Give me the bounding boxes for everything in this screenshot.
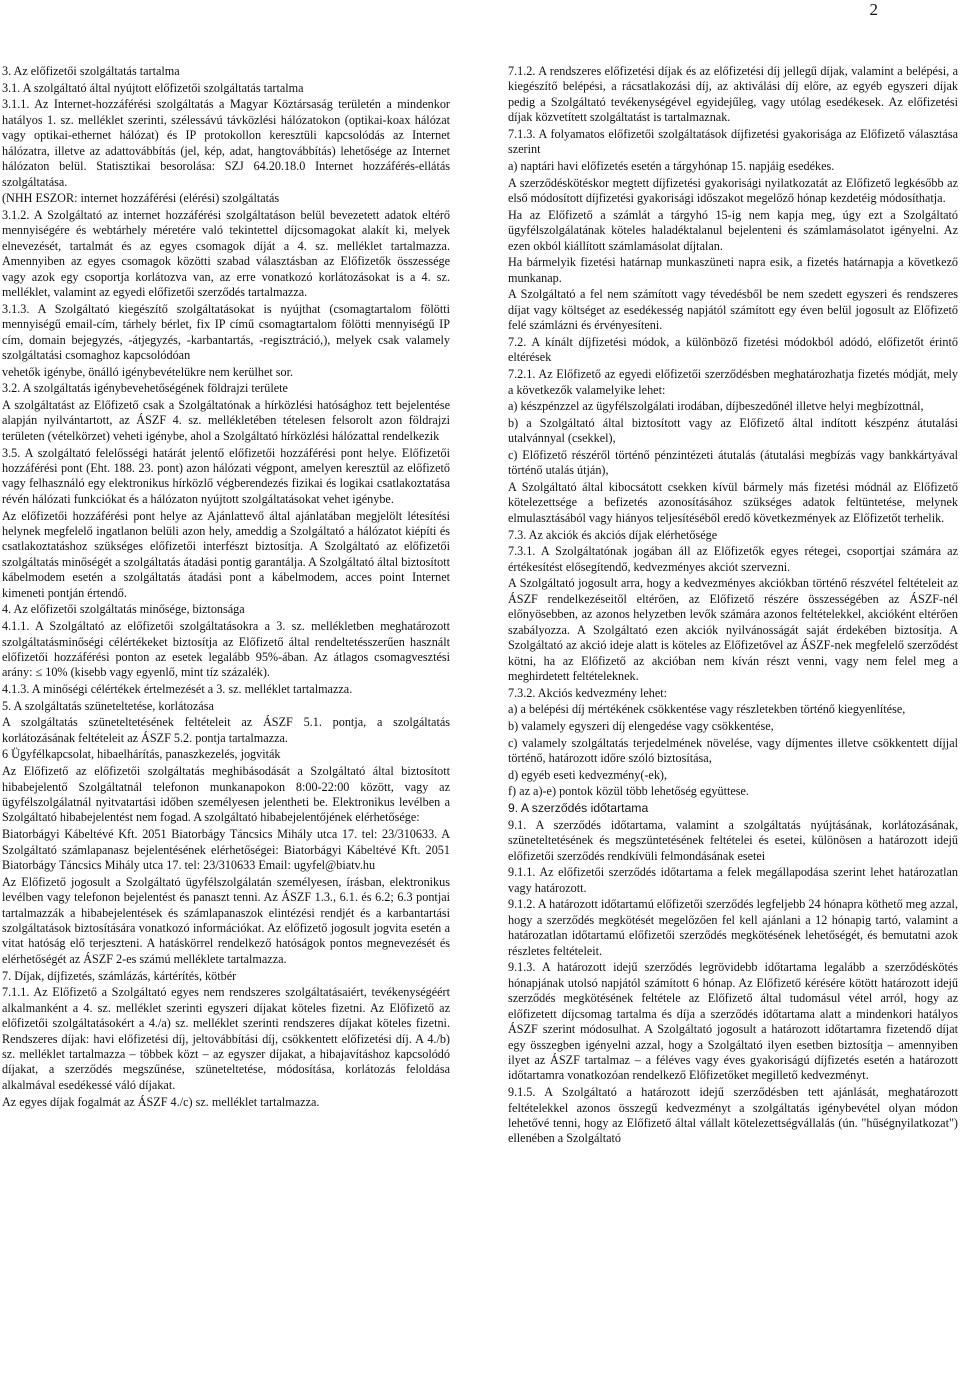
section-heading: 4. Az előfizetői szolgáltatás minősége, biztonsága [2, 602, 245, 617]
paragraph: 3.1.2. A Szolgáltató az internet hozzáférési szolgáltatáson belül bevezetett adatok eltérő mennyiségére és webtárhely méretére való tekintettel díjcsomagokat alakít ki, melyek elnevezését, tartalmát és az egyes csomagok díját a 4. sz. melléklet tartalmazza. Amennyiben az egyes csomagok közötti szabad választásban az Előfizetők összessége vagy azok egy csoportja korlátozva van, az erre vonatkozó korlátozásokat is a 4. sz. melléklet, valamint az egyedi előfizetői szerződés tartalmazza. [2, 207, 450, 300]
paragraph: 9.1. A szerződés időtartama, valamint a szolgáltatás nyújtásának, korlátozásának, szüneteltetésének és megszüntetésének feltételei és esetei, különösen a határozott idejű előfizetői szerződés rendkívüli felmondásának esetei [508, 817, 958, 863]
paragraph: 4.1.1. A Szolgáltató az előfizetői szolgáltatásokra a 3. sz. mellékletben meghatározott szolgáltatásminőségi célértékeket biztosítja az Előfizető által rendeltetésszerűen használt előfizetői hozzáférési ponton az esetek legalább 95%-ában. Az átlagos csomagvesztési arány: ≤ 10% (kisebb vagy egyenlő, mint tíz százalék). [2, 619, 450, 680]
paragraph: Ha bármelyik fizetési határnap munkaszüneti napra esik, a fizetés határnapja a következő munkanap. [508, 255, 958, 285]
section-heading: 9. A szerződés időtartama [508, 800, 649, 815]
paragraph: 7.1.1. Az Előfizető a Szolgáltató egyes nem rendszeres szolgáltatásaiért, tevékenységéért alkalmanként a 4. sz. melléklet szerinti egyszeri díjakat köteles fizetni. Az Előfizető az előfizetői szolgáltatásokért a 4./a) sz. melléklet szerinti rendszeres díjakat köteles fizetni. Rendszeres díjak: havi előfizetési díj, jeltovábbítási díj, csökkentett előfizetési díj. A 4./b) sz. melléklet tartalmazza – többek közt – az egyszer díjakat, a hibajavításhoz kapcsolódó díjakat, a szerződés megszűnése, szüneteltetése, módosítása, korlátozás feloldása alkalmával esedékessé váló díjakat. [2, 985, 450, 1092]
page-number: 2 [869, 0, 878, 19]
paragraph: 7.1.3. A folyamatos előfizetői szolgáltatások díjfizetési gyakorisága az Előfizető választása szerint [508, 127, 958, 157]
paragraph: Az Előfizető jogosult a Szolgáltató ügyfélszolgálatán személyesen, írásban, elektronikus levélben vagy telefonon bejelentést és panaszt tenni. Az ÁSZF 1.3., 6.1. és 6.2; 6.3 pontjai tartalmazzák a hibabejelentések és számlapanaszok elintézési rendjét és a karbantartási szolgáltatások biztosítására vonatkozó információkat. Az előfizető jogosult jogvita esetén a vitat hatóság elő terjeszteni. A hatáskörrel rendelkező hatóságok pontos megnevezését és elérhetőségét az ÁSZF 2-es számú melléklete tartalmazza. [2, 874, 450, 966]
paragraph: 7.2.1. Az Előfizető az egyedi előfizetői szerződésben meghatározhatja fizetés módját, mely a következők valamelyike lehet: [508, 367, 958, 397]
paragraph: 9.1.3. A határozott idejű szerződés legrövidebb időtartama legalább a szerződéskötés hónapjának utolsó napjától számított 6 hónap. Az Előfizető kérésére kötött határozott idejű szerződés megkötésének feltétele az Előfizető által tudomásul vétel arról, hogy az előfizetett díjcsomag tartalma és díja a szerződés időtartama alatt a mindenkori hatályos ÁSZF szerint módosulhat. A Szolgáltató jogosult a határozott időtartamra fizetendő díjat egy összegben igényelni azzal, hogy a Szolgáltató ilyen esetben biztosítja – amennyiben ilyet az ÁSZF tartalmaz – a féléves vagy éves gyakoriságú díjfizetés esetén a határozott időtartamra vonatkozóan rendelkező Előfizetőket megillető kedvezményt. [508, 960, 958, 1083]
paragraph: 7.3.1. A Szolgáltatónak jogában áll az Előfizetők egyes rétegei, csoportjai számára az értékesítést elősegítendő, kedvezményes akciót szervezni. [508, 544, 958, 574]
paragraph: A szerződéskötéskor megtett díjfizetési gyakorisági nyilatkozatát az Előfizető legkésőbb az első módosított díjfizetési gyakorisági időszakot megelőző hónap kezdetéig módosíthatja. [508, 175, 958, 206]
paragraph: 9.1.5. A Szolgáltató a határozott idejű szerződésben tett ajánlását, meghatározott feltételekkel azonos összegű kedvezményt a szolgáltatás igénybevétel olyan módon lehetővé tenni, hogy az Előfizető által vállalt kötelezettségvállalás (ún. "hűségnyilatkozat") ellenében a Szolgáltató [508, 1085, 958, 1146]
section-heading: 5. A szolgáltatás szüneteltetése, korlátozása [2, 698, 214, 713]
paragraph: 7.1.2. A rendszeres előfizetési díjak és az előfizetési díj jellegű díjak, valamint a belépési, a kiegészítő belépési, a rácsatlakozási díj, az aktiválási díj előre, az egyéb egyszeri díjak pedig a Szolgáltató tevékenységével egyidejűleg, vagy utólag esedékesek. Az előfizetési díjak közvetített szolgáltatást is tartalmaznak. [508, 64, 958, 125]
list-item: b) valamely egyszeri díj elengedése vagy csökkentése, [508, 718, 774, 733]
paragraph: Az előfizetői hozzáférési pont helye az Ajánlattevő által ajánlatában megjelölt létesítési helynek megfelelő ingatlanon belüli azon hely, ameddig a Szolgáltató a hálózatot kiépíti és csatlakoztatáshoz szükséges előfizetői interfészt biztosítja. A Szolgáltató az előfizetői szolgáltatás minőségét a szolgáltatás átadási pontig garantálja. A Szolgáltató által biztosított kábelmodem esetén a szolgáltatás átadási pont a kábelmodem, acces point Internet kimeneti pontján értendő. [2, 508, 450, 600]
paragraph: a) naptári havi előfizetés esetén a tárgyhónap 15. napjáig esedékes. [508, 159, 835, 174]
paragraph: A szolgáltatást az Előfizető csak a Szolgáltatónak a hírközlési hatósághoz tett bejelentése alapján nyilvántartott, az ÁSZF 4. sz. mellékletében tételesen felsorolt azon földrajzi területen (vételkörzet) veheti igénybe, ahol a Szolgáltató hírközlési hálózattal rendelkezik [2, 398, 450, 443]
subsection-heading: 7.2. A kínált díjfizetési módok, a különböző fizetési módokból adódó, előfizetőt érintő eltérések [508, 335, 958, 365]
paragraph: A Szolgáltató által kibocsátott csekken kívül bármely más fizetési módnál az Előfizető kötelezettsége a befizetés azonosításához szükséges adatok feltüntetése, melynek elmulasztásából vagy hiányos teljesítéséből eredő következmények az Előfizetőt terhelik. [508, 480, 958, 525]
paragraph: Az Előfizető az előfizetői szolgáltatás meghibásodását a Szolgáltató által biztosított hibabejelentő Szolgáltatnál telefonon munkanapokon 8:00-22:00 között, vagy az ügyfélszolgálatnál nyitvatartási időben személyesen jelentheti be. Elektronikus levélben a Szolgáltató hibabejelentést nem fogad. A szolgáltató hibabejelentőjének elérhetősége: [2, 764, 450, 825]
subsection-heading: 3.2. A szolgáltatás igénybevehetőségének földrajzi területe [2, 381, 288, 396]
paragraph: A Szolgáltató jogosult arra, hogy a kedvezményes akciókban történő részvétel feltételeit az ÁSZF rendelkezéseitől eltérően, az Előfizető részére összességében az ÁSZF-nél előnyösebben, az azonos helyzetben levők számára azonos feltételekkel, akcióként eltérően szabályozza. A Szolgáltató ezen akciók nyilvánosságát saját érdekében biztosítja. A Szolgáltató az akció ideje alatt is köteles az Előfizetővel az ÁSZF-nek megfelelő szerződést kötni, ha az Előfizető az akcióban nem kíván részt venni, vagy nem felel meg a meghirdetett feltételeknek. [508, 576, 958, 684]
paragraph: (NHH ESZOR: internet hozzáférési (elérési) szolgáltatás [2, 191, 280, 206]
list-item: c) valamely szolgáltatás terjedelmének növelése, vagy díjmentes illetve csökkentett díjjal történő, határozott időre szóló biztosítása, [508, 735, 958, 766]
list-item: a) készpénzzel az ügyfélszolgálati irodában, díjbeszedőnél illetve helyi megbízottnál, [508, 399, 924, 414]
paragraph: 3.1.1. Az Internet-hozzáférési szolgáltatás a Magyar Köztársaság területén a mindenkor hatályos 1. sz. melléklet szerinti, szélessávú távközlési hálózatokon (optikai-koax hálózat vagy optikai-ethernet hálózat) és IP protokollon keresztüli kapcsolódás az Internet hálózatra, illetve az adattovábbítás (jel, kép, adat, hangtovábbítás) lehetősége az Internet hálózaton belül. Statisztikai besorolása: SZJ 64.20.18.0 Internet hozzáférés-ellátás szolgáltatása. [2, 97, 450, 189]
paragraph: Ha az Előfizető a számlát a tárgyhó 15-ig nem kapja meg, úgy ezt a Szolgáltató ügyfélszolgálatának köteles haladéktalanul bejelenteni és számlamásolatot igényelni. Az ezen okból kiállított számlamásolat díjtalan. [508, 207, 958, 253]
subsection-heading: 7.3.2. Akciós kedvezmény lehet: [508, 685, 668, 700]
list-item: c) Előfizető részéről történő pénzintézeti átutalás (átutalási megbízás vagy bankkártyával történő utalás útján), [508, 447, 958, 478]
section-heading: 7. Díjak, díjfizetés, számlázás, kártérítés, kötbér [2, 968, 237, 983]
list-item: f) az a)-e) pontok közül több lehetőség együttese. [508, 784, 749, 799]
list-item: b) a Szolgáltató által biztosított vagy az Előfizető által indított készpénz átutalási utalvánnyal (csekkel), [508, 415, 958, 446]
list-item: a) a belépési díj mértékének csökkentése vagy részletekben történő kiegyenlítése, [508, 702, 906, 717]
section-heading: 6 Ügyfélkapcsolat, hibaelhárítás, panaszkezelés, jogviták [2, 747, 281, 762]
list-item: d) egyéb eseti kedvezmény(-ek), [508, 767, 668, 782]
paragraph: 9.1.1. Az előfizetői szerződés időtartama a felek megállapodása szerint lehet határozatlan vagy határozott. [508, 865, 958, 895]
subsection-heading: 7.3. Az akciók és akciós díjak elérhetősége [508, 527, 718, 542]
left-column [2, 64, 450, 1111]
paragraph: A szolgáltatás szüneteltetésének feltételeit az ÁSZF 5.1. pontja, a szolgáltatás korlátozásának feltételeit az ÁSZF 5.2. pontja tartalmazza. [2, 715, 450, 745]
section-heading: 3. Az előfizetői szolgáltatás tartalma [2, 64, 180, 78]
paragraph: 3.1.3. A Szolgáltató kiegészítő szolgáltatásokat is nyújthat (csomagtartalom fölötti mennyiségű email-cím, tárhely bérlet, fix IP című csomagtartalom fölötti mennyiségű IP cím, domain bejegyzés, -átjegyzés, -karbantartás, -regisztráció,), melyek csak valamely szolgáltatási csomaghoz kapcsolódóan [2, 301, 450, 363]
right-column [508, 64, 958, 1148]
paragraph: 9.1.2. A határozott időtartamú előfizetői szerződés legfeljebb 24 hónapra köthető meg azzal, hogy a szerződés megkötését megelőzően fel kell ajánlani a 12 hónapig tartó, valamint a határozatlan időtartamú előfizetői szerződés megkötésének lehetőségét, és bemutatni azok részletes feltételeit. [508, 897, 958, 958]
paragraph: vehetők igénybe, önálló igénybevételükre nem kerülhet sor. [2, 364, 294, 379]
subsection-heading: 3.1. A szolgáltató által nyújtott előfizetői szolgáltatás tartalma [2, 80, 304, 95]
paragraph: A Szolgáltató a fel nem számított vagy tévedésből be nem szedett egyszeri és rendszeres díjat vagy költséget az esedékesség napjától számított egy éven belül jogosult az Előfizető felé számlázni és érvényesíteni. [508, 287, 958, 333]
paragraph: 3.5. A szolgáltató felelősségi határát jelentő előfizetői hozzáférési pont helye. Előfizetői hozzáférési pont (Eht. 188. 23. pont) azon hálózati végpont, amelyen keresztül az előfizető vagy felhasználó egy elektronikus hírközlő végberendezés fizikai és logikai csatlakoztatása révén hálózati funkciókat és a hálózaton nyújtott szolgáltatásokat vehet igénybe. [2, 445, 450, 506]
paragraph: 4.1.3. A minőségi célértékek értelmezését a 3. sz. melléklet tartalmazza. [2, 682, 353, 697]
contact-paragraph: Biatorbágyi Kábeltévé Kft. 2051 Biatorbágy Táncsics Mihály utca 17. tel: 23/310633. A Szolgáltató számlapanasz bejelentésének elérhetőségei: Biatorbágyi Kábeltévé Kft. 2051 Biatorbágy Táncsics Mihály utca 17. tel: 23/310633 Email: ugyfel@biatv.hu [2, 827, 450, 873]
paragraph: Az egyes díjak fogalmát az ÁSZF 4./c) sz. melléklet tartalmazza. [2, 1094, 320, 1109]
